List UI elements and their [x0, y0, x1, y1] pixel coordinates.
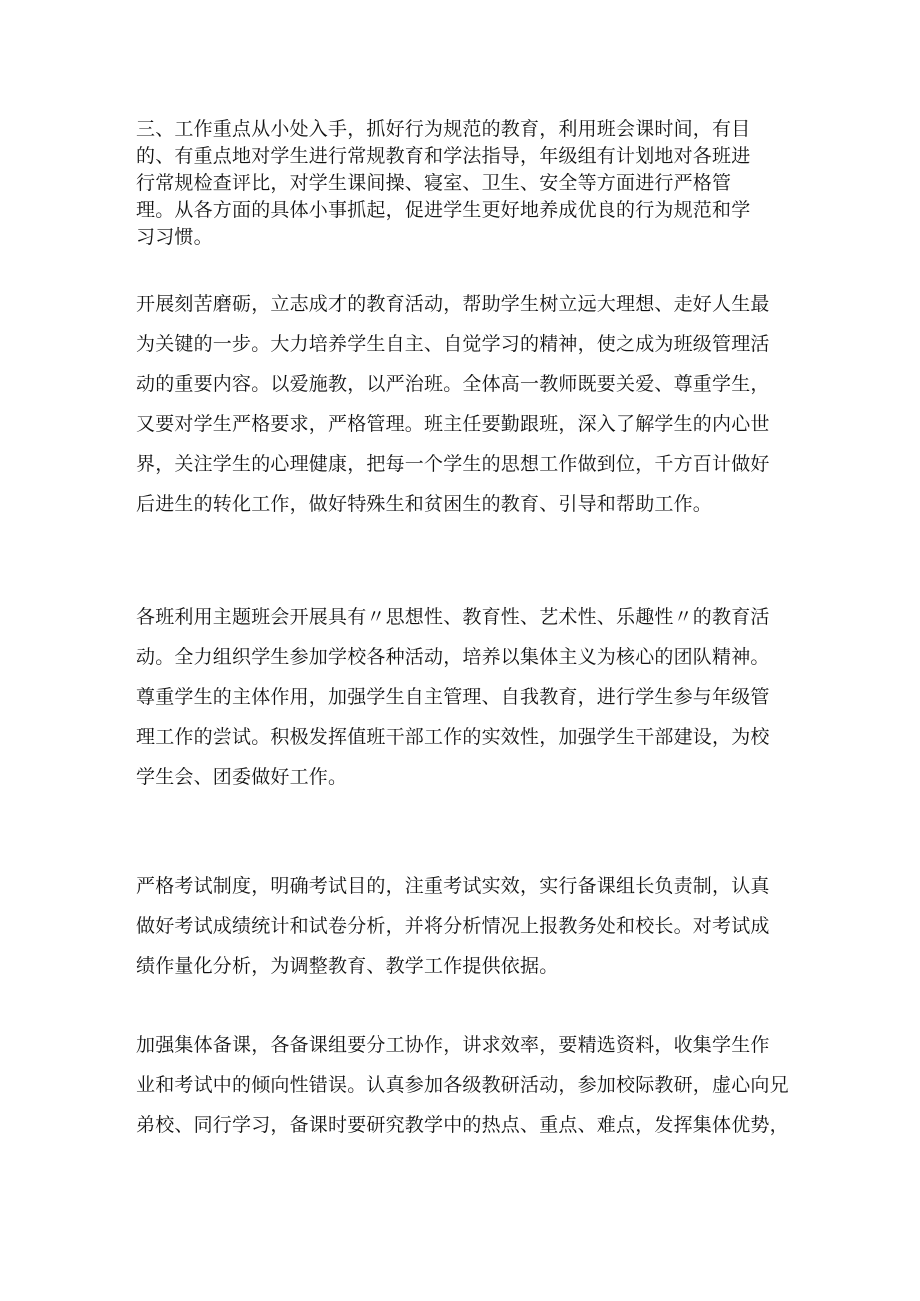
text-line: 动。全力组织学生参加学校各种活动，培养以集体主义为核心的团队精神。	[136, 646, 770, 668]
text-line: 的、有重点地对学生进行常规教育和学法指导，年级组有计划地对各班进	[136, 145, 751, 167]
text-line: 行常规检查评比，对学生课间操、寝室、卫生、安全等方面进行严格管	[136, 172, 732, 194]
text-line: 三、工作重点从小处入手，抓好行为规范的教育，利用班会课时间，有目	[136, 118, 751, 140]
text-line: 弟校、同行学习，备课时要研究教学中的热点、重点、难点，发挥集体优势，	[136, 1114, 789, 1136]
text-line: 动的重要内容。以爱施教，以严治班。全体高一教师既要关爱、尊重学生，	[136, 373, 770, 395]
text-line: 又要对学生严格要求，严格管理。班主任要勤跟班，深入了解学生的内心世	[136, 413, 770, 435]
text-line: 绩作量化分析，为调整教育、教学工作提供依据。	[136, 955, 559, 977]
text-line: 做好考试成绩统计和试卷分析，并将分析情况上报教务处和校长。对考试成	[136, 915, 770, 937]
paragraph-education-activities	[136, 284, 796, 524]
text-line: 业和考试中的倾向性错误。认真参加各级教研活动，参加校际教研，虚心向兄	[136, 1074, 789, 1096]
text-line: 严格考试制度，明确考试目的，注重考试实效，实行备课组长负责制，认真	[136, 875, 770, 897]
text-line: 界，关注学生的心理健康，把每一个学生的思想工作做到位，千方百计做好	[136, 453, 770, 475]
text-line: 学生会、团委做好工作。	[136, 766, 348, 788]
text-line: 习习惯。	[136, 226, 213, 248]
text-line: 各班利用主题班会开展具有〃思想性、教育性、艺术性、乐趣性〃的教育活	[136, 606, 770, 628]
text-line: 后进生的转化工作，做好特殊生和贫困生的教育、引导和帮助工作。	[136, 493, 713, 515]
paragraph-collective-lesson-prep	[136, 1025, 796, 1145]
paragraph-class-meetings	[136, 597, 796, 797]
paragraph-work-focus	[136, 116, 796, 251]
text-line: 加强集体备课，各备课组要分工协作，讲求效率，要精选资料，收集学生作	[136, 1034, 770, 1056]
paragraph-exam-system	[136, 866, 796, 986]
text-line: 尊重学生的主体作用，加强学生自主管理、自我教育，进行学生参与年级管	[136, 686, 770, 708]
text-line: 理。从各方面的具体小事抓起，促进学生更好地养成优良的行为规范和学	[136, 199, 751, 221]
text-line: 开展刻苦磨砺，立志成才的教育活动，帮助学生树立远大理想、走好人生最	[136, 293, 770, 315]
text-line: 理工作的尝试。积极发挥值班干部工作的实效性，加强学生干部建设，为校	[136, 726, 770, 748]
text-line: 为关键的一步。大力培养学生自主、自觉学习的精神，使之成为班级管理活	[136, 333, 770, 355]
